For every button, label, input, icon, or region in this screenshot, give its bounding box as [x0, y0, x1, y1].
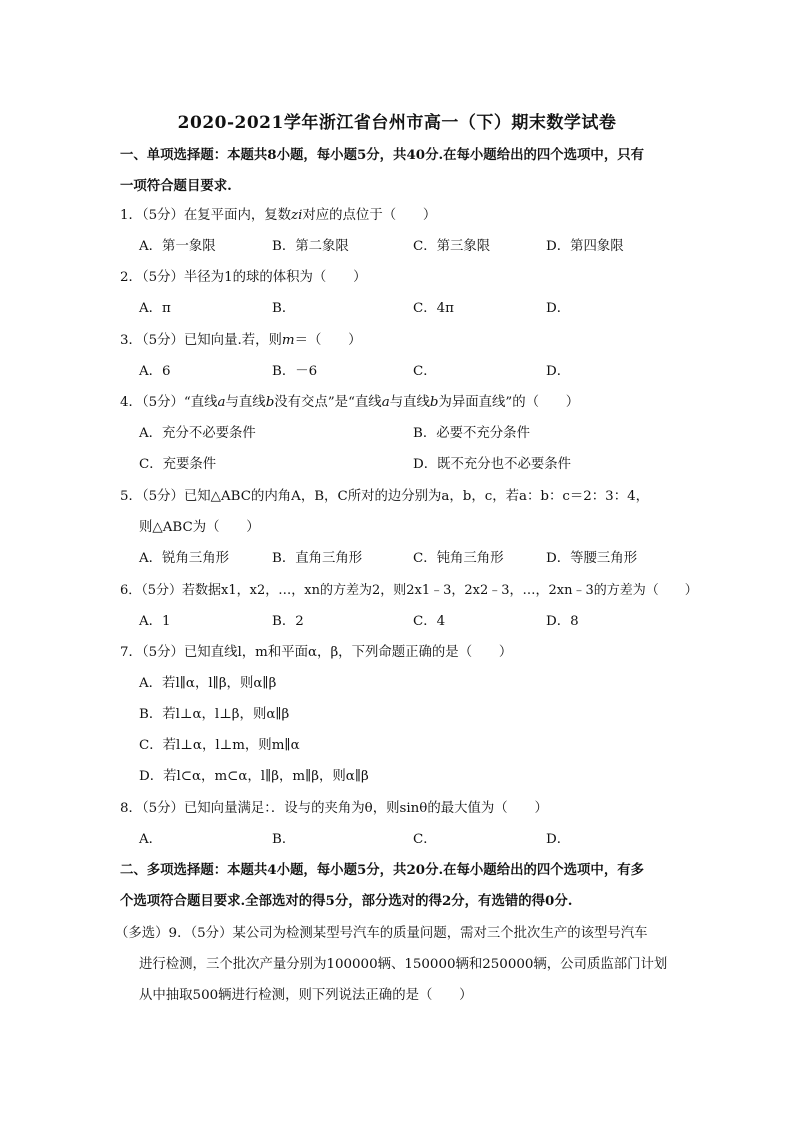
- question-4: [120, 393, 579, 413]
- q7-option-a: A．若l∥α，l∥β，则α∥β: [139, 676, 277, 691]
- question-9-line2: 进行检测，三个批次产量分别为100000辆、150000辆和250000辆，公司质监部门计划: [139, 957, 668, 972]
- q4-part1: 4．（5分）“直线: [120, 395, 218, 410]
- q2-option-d: D．: [546, 301, 571, 316]
- q3-option-d: D．: [546, 364, 571, 379]
- section2-line2: 个选项符合题目要求.全部选对的得5分，部分选对的得2分，有选错的得0分.: [120, 893, 573, 909]
- q4-option-c: C．充要条件: [139, 457, 217, 472]
- section1-heading: [120, 140, 680, 202]
- question-5-line1: 5．（5分）已知△ABC的内角A，B，C所对的边分别为a，b，c，若a：b：c＝2：3：4，: [120, 489, 650, 504]
- question-9-line1: （多选）9．（5分）某公司为检测某型号汽车的质量问题，需对三个批次生产的该型号汽车: [115, 926, 648, 941]
- q7-option-c: C．若l⊥α，l⊥m，则m∥α: [139, 738, 300, 753]
- q8-option-d: D．: [546, 832, 571, 847]
- q5-option-b: B．直角三角形: [272, 551, 363, 566]
- q5-option-a: A．锐角三角形: [139, 551, 230, 566]
- q4-part2: 与直线: [225, 395, 266, 410]
- q3-option-a: A．6: [139, 364, 171, 379]
- q4-var-b1: b: [265, 395, 275, 410]
- q1-option-a: A．第一象限: [139, 239, 216, 254]
- q2-option-c: C．4π: [413, 301, 454, 316]
- q1-option-b: B．第二象限: [272, 239, 349, 254]
- q4-part4: 与直线: [389, 395, 430, 410]
- question-3: [120, 331, 362, 351]
- q4-part5: 为异面直线”的（ ）: [438, 395, 580, 410]
- question-5-line2: 则△ABC为（ ）: [139, 520, 260, 535]
- q1-var: zi: [291, 208, 303, 223]
- question-9-line3: 从中抽取500辆进行检测，则下列说法正确的是（ ）: [139, 988, 473, 1003]
- q4-var-a2: a: [381, 395, 390, 410]
- q6-option-a: A．1: [139, 614, 171, 629]
- q4-part3: 没有交点”是“直线: [274, 395, 382, 410]
- q4-option-a: A．充分不必要条件: [139, 426, 256, 441]
- q4-var-b2: b: [429, 395, 439, 410]
- q4-option-d: D．既不充分也不必要条件: [413, 457, 572, 472]
- section2-heading: [120, 855, 680, 917]
- question-7: 7．（5分）已知直线l，m和平面α，β，下列命题正确的是（ ）: [120, 645, 513, 660]
- q2-option-a: A．π: [139, 301, 171, 316]
- q3-stem2: ＝（ ）: [294, 333, 362, 348]
- q5-option-c: C．钝角三角形: [413, 551, 504, 566]
- q7-option-d: D．若l⊂α，m⊂α，l∥β，m∥β，则α∥β: [139, 769, 369, 784]
- q3-stem: 3．（5分）已知向量.若，则: [120, 333, 282, 348]
- q8-option-c: C．: [413, 832, 437, 847]
- q6-option-d: D．8: [546, 614, 579, 629]
- question-8: 8．（5分）已知向量满足：．设与的夹角为θ，则sinθ的最大值为（ ）: [120, 801, 548, 816]
- q4-option-b: B．必要不充分条件: [413, 426, 530, 441]
- q4-var-a1: a: [217, 395, 226, 410]
- q6-option-b: B．2: [272, 614, 304, 629]
- q1-stem2: 对应的点位于（ ）: [302, 208, 437, 223]
- q2-option-b: B．: [272, 301, 296, 316]
- q3-var: m: [281, 333, 295, 348]
- section1-line2: 一项符合题目要求.: [120, 178, 232, 194]
- question-2: 2．（5分）半径为1的球的体积为（ ）: [120, 270, 367, 285]
- question-6: 6．（5分）若数据x1，x2，…，xn的方差为2，则2x1﹣3，2x2﹣3，…，2xn﹣3的方差为（ ）: [120, 583, 698, 598]
- q6-option-c: C．4: [413, 614, 446, 629]
- question-1: [120, 206, 436, 226]
- q3-option-b: B．－6: [272, 364, 318, 379]
- section2-line1: 二、多项选择题：本题共4小题，每小题5分，共20分.在每小题给出的四个选项中，有多: [120, 862, 644, 878]
- q1-option-d: D．第四象限: [546, 239, 624, 254]
- page-title: 2020-2021学年浙江省台州市高一（下）期末数学试卷: [177, 113, 617, 133]
- q3-option-c: C．: [413, 364, 437, 379]
- q8-option-b: B．: [272, 832, 296, 847]
- q1-stem: 1．（5分）在复平面内，复数: [120, 208, 292, 223]
- section1-line1: 一、单项选择题：本题共8小题，每小题5分，共40分.在每小题给出的四个选项中，只有: [120, 147, 644, 163]
- q7-option-b: B．若l⊥α，l⊥β，则α∥β: [139, 707, 290, 722]
- q5-option-d: D．等腰三角形: [546, 551, 638, 566]
- q1-option-c: C．第三象限: [413, 239, 491, 254]
- q8-option-a: A．: [139, 832, 163, 847]
